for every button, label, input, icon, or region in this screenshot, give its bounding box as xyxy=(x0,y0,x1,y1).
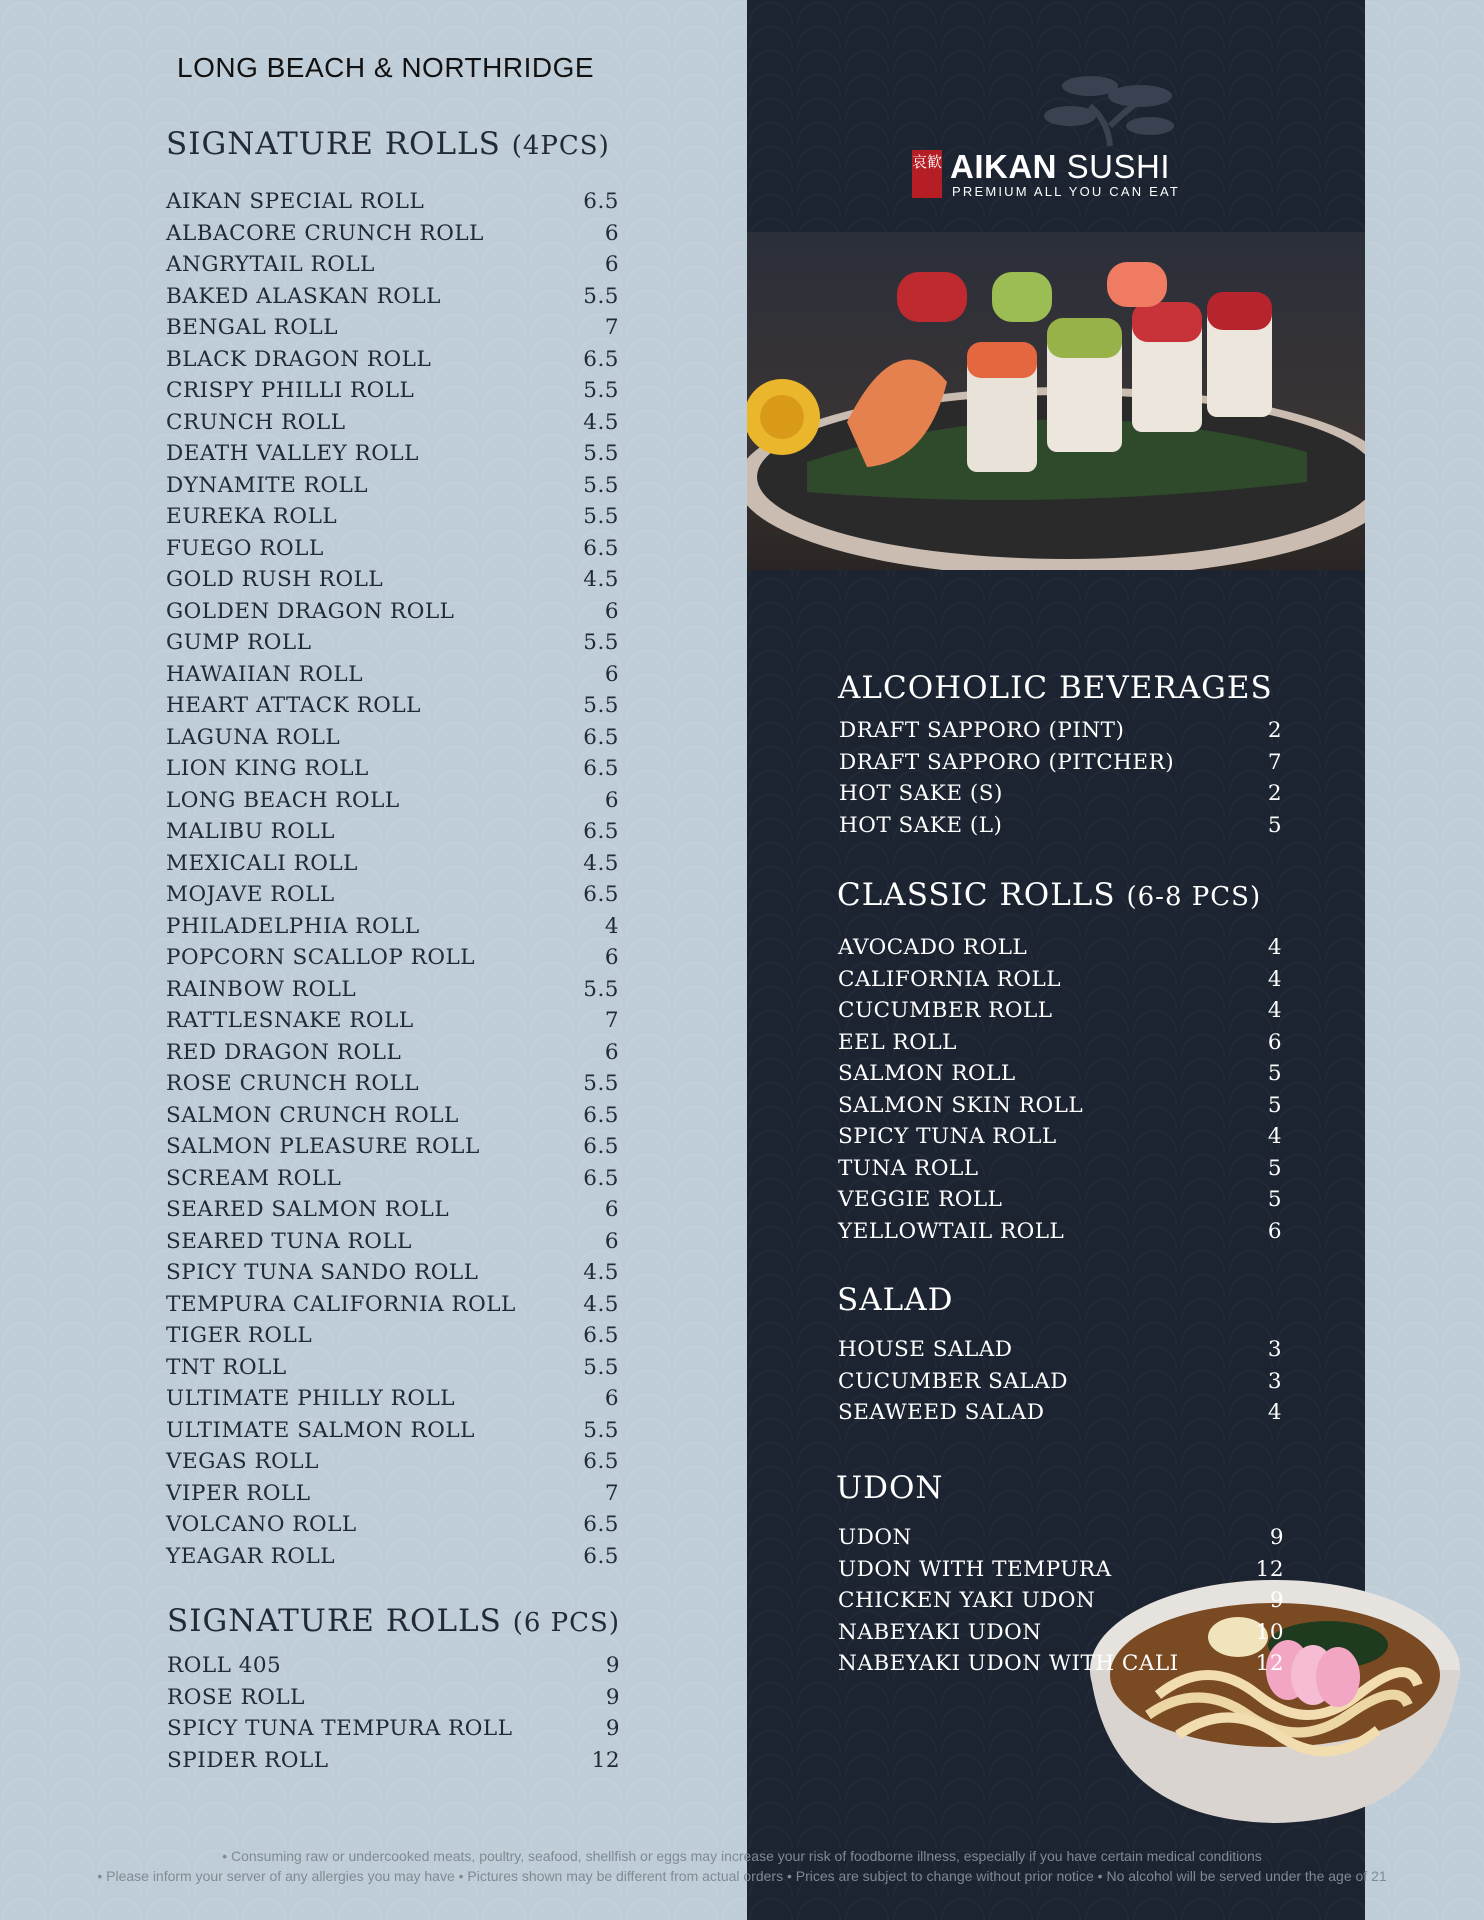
menu-item-price: 6 xyxy=(604,661,619,687)
menu-item xyxy=(838,1061,1282,1093)
bonsai-tree-icon xyxy=(1030,66,1190,146)
section-subtitle: (4PCS) xyxy=(511,131,610,161)
menu-item xyxy=(166,441,619,473)
section-title-text: ALCOHOLIC BEVERAGES xyxy=(838,670,1273,706)
menu-item-name: EEL ROLL xyxy=(838,1029,957,1055)
menu-item xyxy=(166,630,619,662)
menu-item-name: MOJAVE ROLL xyxy=(166,882,335,907)
menu-item-name: CRUNCH ROLL xyxy=(166,409,346,435)
menu-item xyxy=(839,781,1282,813)
menu-item-price: 5.5 xyxy=(583,1354,619,1380)
menu-item xyxy=(838,1525,1284,1557)
menu-item-price: 6 xyxy=(604,598,619,624)
menu-item-price: 5.5 xyxy=(583,1071,619,1096)
menu-item xyxy=(166,945,619,977)
menu-item-price: 4 xyxy=(1267,1400,1282,1425)
menu-item-price: 4.5 xyxy=(583,567,619,592)
menu-item-name: AVOCADO ROLL xyxy=(838,935,1028,960)
menu-item-name: HOT SAKE (L) xyxy=(839,812,1003,838)
menu-item-name: YEAGAR ROLL xyxy=(166,1543,336,1569)
menu-item xyxy=(166,347,619,379)
menu-item-name: TEMPURA CALIFORNIA ROLL xyxy=(166,1291,516,1317)
menu-item-price: 4.5 xyxy=(583,850,619,876)
menu-item-name: ALBACORE CRUNCH ROLL xyxy=(166,220,484,246)
menu-item-price: 6 xyxy=(604,945,619,970)
menu-item-price: 5 xyxy=(1267,812,1282,838)
menu-item-price: 6.5 xyxy=(583,882,619,907)
menu-item-price: 6.5 xyxy=(583,1512,619,1537)
menu-item xyxy=(166,536,619,568)
menu-item xyxy=(166,1071,619,1103)
menu-item xyxy=(166,1166,619,1198)
menu-item xyxy=(166,504,619,536)
menu-item xyxy=(166,1449,619,1481)
menu-item xyxy=(838,1124,1282,1156)
menu-item-name: SEARED TUNA ROLL xyxy=(166,1228,412,1254)
menu-item xyxy=(166,1544,619,1576)
section-title-text: SALAD xyxy=(837,1282,954,1318)
menu-item xyxy=(167,1653,620,1685)
menu-item-price: 6.5 xyxy=(583,724,619,750)
menu-item xyxy=(167,1748,620,1780)
menu-item xyxy=(839,813,1282,845)
menu-item xyxy=(166,1292,619,1324)
menu-item xyxy=(166,914,619,946)
menu-item-name: SPICY TUNA SANDO ROLL xyxy=(166,1260,479,1285)
menu-item-name: SALMON CRUNCH ROLL xyxy=(166,1102,459,1128)
menu-item-price: 4 xyxy=(604,913,619,939)
menu-item xyxy=(166,1197,619,1229)
logo-seal: 哀歓 xyxy=(912,150,942,198)
menu-item-name: VIPER ROLL xyxy=(166,1480,311,1506)
menu-item xyxy=(166,473,619,505)
menu-item-name: MEXICALI ROLL xyxy=(166,850,358,876)
menu-item xyxy=(166,819,619,851)
menu-item-price: 5 xyxy=(1267,1187,1282,1212)
menu-item-name: UDON WITH TEMPURA xyxy=(838,1556,1112,1582)
menu-item-name: TUNA ROLL xyxy=(838,1155,979,1181)
menu-item-name: LONG BEACH ROLL xyxy=(166,787,400,813)
menu-item-price: 7 xyxy=(604,315,619,340)
section-subtitle: (6-8 PCS) xyxy=(1126,882,1262,912)
menu-item-name: CUCUMBER SALAD xyxy=(838,1368,1068,1394)
menu-item xyxy=(166,599,619,631)
menu-item-name: CALIFORNIA ROLL xyxy=(838,966,1062,992)
menu-item-name: ANGRYTAIL ROLL xyxy=(166,252,375,277)
footer-disclaimer-1: • Consuming raw or undercooked meats, poultry, seafood, shellfish or eggs may increase your risk of foodborne illness, especially if you have certain medical conditions xyxy=(222,1848,1262,1864)
menu-item xyxy=(838,1620,1284,1652)
menu-item xyxy=(838,1337,1282,1369)
brand-name: AIKAN SUSHI xyxy=(950,148,1171,185)
signature-4-list xyxy=(166,189,619,1575)
menu-item-price: 3 xyxy=(1267,1337,1282,1362)
menu-item xyxy=(166,378,619,410)
menu-item xyxy=(838,967,1282,999)
section-subtitle: (6 PCS) xyxy=(512,1608,621,1638)
menu-item-name: SPICY TUNA ROLL xyxy=(838,1124,1057,1149)
menu-item-name: SALMON PLEASURE ROLL xyxy=(166,1134,480,1159)
menu-item-price: 5.5 xyxy=(583,630,619,655)
menu-item-price: 5 xyxy=(1267,1061,1282,1086)
menu-item xyxy=(166,756,619,788)
menu-item xyxy=(166,567,619,599)
menu-item-price: 5 xyxy=(1267,1155,1282,1181)
menu-item-name: TIGER ROLL xyxy=(166,1323,313,1348)
menu-item-price: 9 xyxy=(1269,1588,1284,1613)
menu-item xyxy=(166,1008,619,1040)
menu-item-name: HOUSE SALAD xyxy=(838,1337,1013,1362)
menu-item-name: AIKAN SPECIAL ROLL xyxy=(166,189,425,214)
menu-item-name: MALIBU ROLL xyxy=(166,819,335,844)
menu-item xyxy=(166,189,619,221)
menu-item-price: 6 xyxy=(604,220,619,246)
menu-item xyxy=(838,1156,1282,1188)
menu-item xyxy=(166,1260,619,1292)
menu-item xyxy=(166,693,619,725)
menu-item-price: 6 xyxy=(1267,1029,1282,1055)
menu-item xyxy=(838,1588,1284,1620)
menu-item-price: 12 xyxy=(1255,1651,1284,1676)
menu-item xyxy=(166,1512,619,1544)
menu-item xyxy=(838,935,1282,967)
menu-item-name: RED DRAGON ROLL xyxy=(166,1039,402,1065)
section-title-salad xyxy=(837,1282,953,1318)
menu-item-price: 4 xyxy=(1267,1124,1282,1149)
menu-item-name: RATTLESNAKE ROLL xyxy=(166,1008,414,1033)
classic-list xyxy=(838,935,1282,1250)
menu-item-name: BLACK DRAGON ROLL xyxy=(166,346,432,372)
menu-item-name: PHILADELPHIA ROLL xyxy=(166,913,420,939)
menu-item-price: 9 xyxy=(1269,1525,1284,1550)
menu-item-price: 10 xyxy=(1255,1619,1284,1645)
menu-item-name: SCREAM ROLL xyxy=(166,1165,342,1191)
menu-item xyxy=(838,1557,1284,1589)
menu-item-price: 2 xyxy=(1267,718,1282,743)
menu-item xyxy=(166,662,619,694)
menu-item-name: UDON xyxy=(838,1525,912,1550)
menu-item-name: CHICKEN YAKI UDON xyxy=(838,1588,1096,1613)
menu-item-name: LION KING ROLL xyxy=(166,756,369,781)
section-title-signature-6 xyxy=(167,1603,620,1639)
menu-item-price: 4.5 xyxy=(583,1260,619,1285)
menu-item-name: GOLDEN DRAGON ROLL xyxy=(166,598,455,624)
menu-item-price: 6.5 xyxy=(583,1165,619,1191)
menu-item-price: 7 xyxy=(1267,749,1282,775)
menu-item-price: 6.5 xyxy=(583,1543,619,1569)
section-title-text: SIGNATURE ROLLS xyxy=(166,126,501,162)
menu-item-price: 6.5 xyxy=(583,1134,619,1159)
menu-item-name: HEART ATTACK ROLL xyxy=(166,693,421,718)
menu-item-name: FUEGO ROLL xyxy=(166,535,324,561)
menu-item xyxy=(166,1481,619,1513)
menu-item-name: NABEYAKI UDON xyxy=(838,1619,1042,1645)
udon-list xyxy=(838,1525,1284,1683)
location-heading: LONG BEACH & NORTHRIDGE xyxy=(177,52,595,83)
brand-logo xyxy=(912,150,1192,202)
menu-item xyxy=(839,750,1282,782)
menu-item-name: GOLD RUSH ROLL xyxy=(166,567,384,592)
menu-item-name: SPICY TUNA TEMPURA ROLL xyxy=(167,1716,513,1741)
menu-item-price: 7 xyxy=(604,1008,619,1033)
menu-item xyxy=(166,1103,619,1135)
menu-item xyxy=(166,851,619,883)
menu-item-name: DEATH VALLEY ROLL xyxy=(166,441,419,466)
menu-item-price: 6.5 xyxy=(583,819,619,844)
menu-item xyxy=(166,410,619,442)
menu-item-name: HOT SAKE (S) xyxy=(839,781,1003,806)
menu-item-price: 5 xyxy=(1267,1092,1282,1118)
menu-item-name: ULTIMATE PHILLY ROLL xyxy=(166,1386,455,1411)
menu-item xyxy=(166,1323,619,1355)
menu-item-price: 5.5 xyxy=(583,283,619,309)
menu-item xyxy=(166,284,619,316)
salad-list xyxy=(838,1337,1282,1432)
menu-item-name: DRAFT SAPPORO (PINT) xyxy=(839,718,1125,743)
menu-item-price: 9 xyxy=(605,1653,620,1678)
sushi-platter-photo xyxy=(747,232,1365,570)
menu-item-name: YELLOWTAIL ROLL xyxy=(838,1218,1065,1244)
menu-item xyxy=(838,1400,1282,1432)
menu-item-price: 5.5 xyxy=(583,441,619,466)
menu-item xyxy=(167,1685,620,1717)
menu-item-price: 6 xyxy=(604,1386,619,1411)
menu-item-price: 6 xyxy=(1267,1218,1282,1244)
menu-item-price: 4 xyxy=(1267,998,1282,1023)
menu-item-name: BENGAL ROLL xyxy=(166,315,338,340)
menu-item-name: CRISPY PHILLI ROLL xyxy=(166,378,415,403)
section-title-text: CLASSIC ROLLS xyxy=(837,877,1116,913)
menu-item-name: VOLCANO ROLL xyxy=(166,1512,357,1537)
section-title-udon xyxy=(836,1470,944,1506)
menu-item xyxy=(166,1040,619,1072)
section-title-alcohol xyxy=(838,670,1273,706)
menu-item xyxy=(166,1134,619,1166)
menu-item-price: 6.5 xyxy=(583,1102,619,1128)
menu-item xyxy=(166,315,619,347)
section-title-classic xyxy=(837,877,1261,913)
menu-item-name: SALMON SKIN ROLL xyxy=(838,1092,1084,1118)
menu-item-price: 6.5 xyxy=(583,1449,619,1474)
menu-item xyxy=(166,1355,619,1387)
menu-item-name: GUMP ROLL xyxy=(166,630,312,655)
menu-item xyxy=(838,1030,1282,1062)
menu-item-price: 5.5 xyxy=(583,976,619,1002)
menu-item-name: SEARED SALMON ROLL xyxy=(166,1197,450,1222)
menu-item-name: ROSE ROLL xyxy=(167,1684,305,1710)
menu-item xyxy=(166,1229,619,1261)
menu-item-name: LAGUNA ROLL xyxy=(166,724,341,750)
menu-item-price: 5.5 xyxy=(583,1417,619,1443)
menu-item-price: 5.5 xyxy=(583,378,619,403)
menu-item-price: 6 xyxy=(604,252,619,277)
menu-item-price: 4 xyxy=(1267,966,1282,992)
menu-item xyxy=(838,1093,1282,1125)
signature-6-list xyxy=(167,1653,620,1779)
menu-item xyxy=(167,1716,620,1748)
menu-item xyxy=(838,1651,1284,1683)
menu-item-name: POPCORN SCALLOP ROLL xyxy=(166,945,476,970)
menu-item-price: 4.5 xyxy=(583,1291,619,1317)
menu-item-price: 6 xyxy=(604,1039,619,1065)
menu-item-name: CUCUMBER ROLL xyxy=(838,998,1053,1023)
menu-item-price: 5.5 xyxy=(583,693,619,718)
menu-item xyxy=(838,998,1282,1030)
menu-item xyxy=(166,1386,619,1418)
alcohol-list xyxy=(839,718,1282,844)
menu-item-name: BAKED ALASKAN ROLL xyxy=(166,283,441,309)
menu-item-price: 6.5 xyxy=(583,346,619,372)
menu-item xyxy=(166,788,619,820)
section-title-text: SIGNATURE ROLLS xyxy=(167,1603,502,1639)
menu-item-price: 6.5 xyxy=(583,535,619,561)
footer-disclaimer-2: • Please inform your server of any allergies you may have • Pictures shown may be different from actual orders • Prices are subject to change without prior notice • No alcohol will be served under the age of 21 xyxy=(97,1868,1387,1884)
menu-item-name: ROSE CRUNCH ROLL xyxy=(166,1071,420,1096)
menu-item-price: 12 xyxy=(1255,1556,1284,1582)
menu-item-price: 6 xyxy=(604,1228,619,1254)
menu-item xyxy=(166,882,619,914)
menu-item xyxy=(839,718,1282,750)
menu-item xyxy=(166,221,619,253)
menu-item xyxy=(838,1219,1282,1251)
menu-item-name: ROLL 405 xyxy=(167,1653,282,1678)
menu-item-price: 3 xyxy=(1267,1368,1282,1394)
menu-item-price: 5.5 xyxy=(583,504,619,529)
menu-item-price: 4 xyxy=(1267,935,1282,960)
menu-item-name: HAWAIIAN ROLL xyxy=(166,661,363,687)
menu-item-price: 9 xyxy=(605,1716,620,1741)
menu-item-name: SALMON ROLL xyxy=(838,1061,1016,1086)
menu-item-price: 6 xyxy=(604,1197,619,1222)
menu-item xyxy=(838,1369,1282,1401)
menu-item-name: VEGAS ROLL xyxy=(166,1449,319,1474)
menu-item-price: 6.5 xyxy=(583,1323,619,1348)
menu-item-price: 6.5 xyxy=(583,189,619,214)
menu-item xyxy=(166,252,619,284)
menu-item-price: 2 xyxy=(1267,781,1282,806)
menu-item-name: VEGGIE ROLL xyxy=(838,1187,1003,1212)
menu-item-name: DRAFT SAPPORO (PITCHER) xyxy=(839,749,1175,775)
section-title-signature-4 xyxy=(166,126,610,162)
menu-item-name: RAINBOW ROLL xyxy=(166,976,357,1002)
menu-item-price: 4.5 xyxy=(583,409,619,435)
menu-item-name: NABEYAKI UDON WITH CALI xyxy=(838,1651,1179,1676)
menu-item-price: 6.5 xyxy=(583,756,619,781)
menu-item-price: 9 xyxy=(605,1684,620,1710)
menu-item-name: SEAWEED SALAD xyxy=(838,1400,1045,1425)
sushi-platter-illustration xyxy=(747,232,1365,570)
menu-item-name: DYNAMITE ROLL xyxy=(166,472,369,498)
menu-item-name: TNT ROLL xyxy=(166,1354,287,1380)
menu-item-name: EUREKA ROLL xyxy=(166,504,338,529)
menu-item xyxy=(166,725,619,757)
menu-item-price: 12 xyxy=(591,1747,620,1773)
menu-item-name: SPIDER ROLL xyxy=(167,1747,329,1773)
menu-item xyxy=(166,977,619,1009)
menu-item-name: ULTIMATE SALMON ROLL xyxy=(166,1417,475,1443)
brand-tagline: PREMIUM ALL YOU CAN EAT xyxy=(952,184,1181,199)
menu-item-price: 5.5 xyxy=(583,472,619,498)
menu-item xyxy=(838,1187,1282,1219)
menu-item-price: 6 xyxy=(604,787,619,813)
menu-item-price: 7 xyxy=(604,1480,619,1506)
section-title-text: UDON xyxy=(836,1470,944,1506)
menu-item xyxy=(166,1418,619,1450)
